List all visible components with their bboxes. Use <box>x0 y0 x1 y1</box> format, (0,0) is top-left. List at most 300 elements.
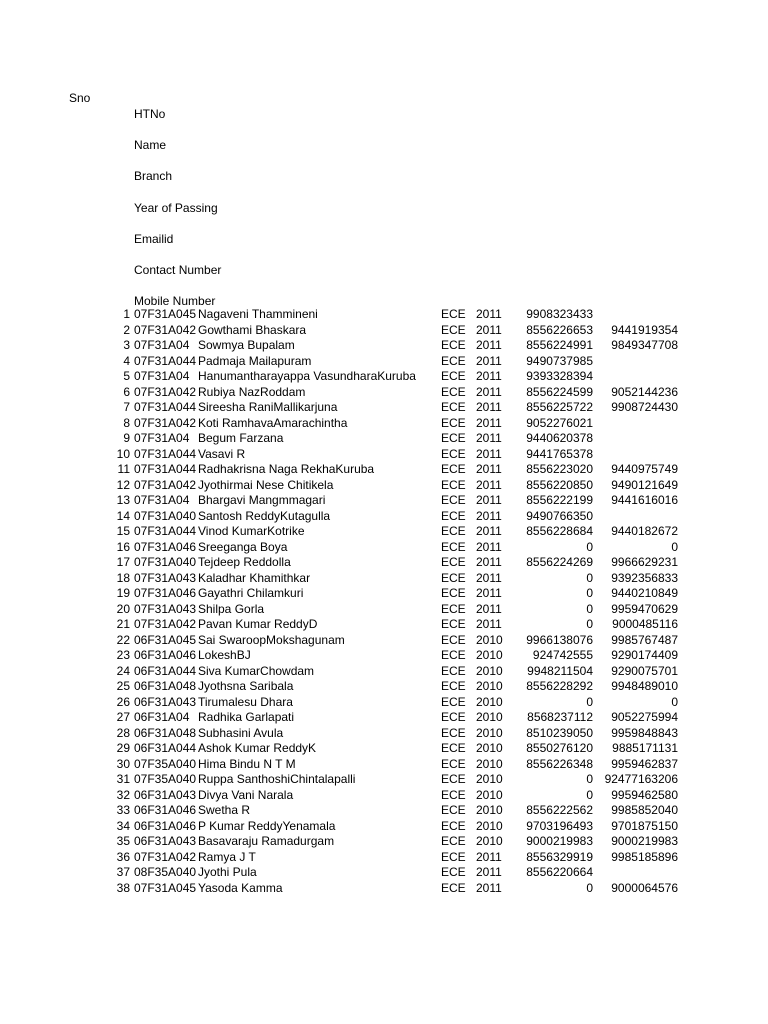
cell-sno: 12 <box>116 477 130 492</box>
cell-sno: 20 <box>116 601 130 616</box>
header-name: Name <box>134 138 167 153</box>
cell-year: 2011 <box>476 524 502 538</box>
cell-htno: 07F31A043 <box>134 601 196 616</box>
cell-name: Gowthami Bhaskara <box>198 322 307 337</box>
table-row <box>0 524 768 540</box>
cell-branch: ECE <box>441 586 466 600</box>
cell-year: 2010 <box>476 632 503 647</box>
cell-name: Koti RamhavaAmarachintha <box>198 415 348 430</box>
cell-htno: 07F31A042 <box>134 477 196 492</box>
cell-htno: 07F35A040 <box>134 756 196 771</box>
cell-mobile: 9908724430 <box>611 400 678 414</box>
cell-htno: 06F31A048 <box>134 725 196 740</box>
cell-name: Radhika Garlapati <box>198 710 295 724</box>
cell-branch: ECE <box>441 663 466 678</box>
cell-branch: ECE <box>441 570 466 585</box>
cell-mobile: 9959462580 <box>611 787 678 802</box>
cell-mobile: 9849347708 <box>611 338 678 352</box>
table-row <box>0 865 768 881</box>
cell-htno: 06F31A046 <box>134 803 196 817</box>
cell-name: Nagaveni Thammineni <box>198 307 318 321</box>
cell-year: 2010 <box>476 710 503 724</box>
cell-htno: 07F31A044 <box>134 524 196 538</box>
cell-mobile: 9440182672 <box>611 524 678 538</box>
header-mobile-number: Mobile Number <box>134 294 216 309</box>
cell-year: 2010 <box>476 694 503 709</box>
cell-name: Siva KumarChowdam <box>198 663 315 678</box>
table-row <box>0 850 768 866</box>
cell-mobile: 9948489010 <box>611 679 678 693</box>
cell-mobile: 9490121649 <box>611 477 678 492</box>
cell-name: Begum Farzana <box>198 431 284 445</box>
cell-htno: 07F31A040 <box>134 508 196 523</box>
cell-htno: 07F31A042 <box>134 415 196 430</box>
cell-sno: 33 <box>116 803 130 817</box>
header-sno: Sno <box>69 91 91 105</box>
cell-htno: 07F31A04 <box>134 369 190 383</box>
cell-branch: ECE <box>441 493 466 507</box>
cell-branch: ECE <box>441 772 466 786</box>
cell-sno: 1 <box>123 307 130 321</box>
header-year-of-passing: Year of Passing <box>134 200 218 215</box>
cell-sno: 17 <box>116 555 130 569</box>
cell-year: 2011 <box>476 384 502 399</box>
table-row <box>0 493 768 509</box>
cell-mobile: 9440210849 <box>611 586 678 600</box>
cell-contact: 8568237112 <box>527 710 593 724</box>
cell-name: Swetha R <box>198 803 251 817</box>
cell-htno: 08F35A040 <box>134 865 196 879</box>
cell-contact: 8556226653 <box>526 322 593 337</box>
header-emailid: Emailid <box>134 231 174 246</box>
cell-htno: 07F31A045 <box>134 880 196 895</box>
cell-name: Pavan Kumar ReddyD <box>198 617 318 631</box>
cell-name: Tejdeep Reddolla <box>198 555 291 569</box>
cell-sno: 37 <box>116 865 130 879</box>
cell-branch: ECE <box>441 431 466 445</box>
cell-year: 2010 <box>476 663 503 678</box>
cell-sno: 13 <box>116 493 130 507</box>
cell-contact: 0 <box>586 694 593 709</box>
table-row <box>0 447 768 463</box>
cell-year: 2011 <box>476 849 502 864</box>
cell-sno: 31 <box>116 772 130 786</box>
cell-branch: ECE <box>441 787 466 802</box>
cell-htno: 07F31A04 <box>134 493 190 507</box>
cell-sno: 18 <box>116 570 130 585</box>
cell-htno: 06F31A043 <box>134 787 196 802</box>
cell-htno: 06F31A048 <box>134 679 196 693</box>
cell-sno: 4 <box>123 353 130 368</box>
cell-sno: 36 <box>116 849 130 864</box>
table-row <box>0 509 768 525</box>
cell-htno: 07F31A044 <box>134 353 196 368</box>
cell-branch: ECE <box>441 849 466 864</box>
cell-year: 2010 <box>476 741 503 755</box>
cell-name: P Kumar ReddyYenamala <box>198 818 336 833</box>
cell-year: 2011 <box>476 446 502 461</box>
table-row <box>0 431 768 447</box>
student-table <box>0 307 768 896</box>
cell-branch: ECE <box>441 648 466 662</box>
cell-sno: 9 <box>123 431 130 445</box>
table-row <box>0 679 768 695</box>
cell-branch: ECE <box>441 338 466 352</box>
cell-htno: 07F31A044 <box>134 446 196 461</box>
cell-contact: 9490737985 <box>526 353 593 368</box>
cell-mobile: 9985852040 <box>611 803 678 817</box>
cell-contact: 8556220850 <box>526 477 593 492</box>
cell-htno: 07F31A046 <box>134 586 196 600</box>
cell-year: 2011 <box>476 570 502 585</box>
cell-branch: ECE <box>441 694 466 709</box>
cell-sno: 19 <box>116 586 130 600</box>
cell-name: Kaladhar Khamithkar <box>198 570 311 585</box>
cell-year: 2011 <box>476 477 502 492</box>
cell-sno: 34 <box>116 818 130 833</box>
cell-sno: 14 <box>116 508 130 523</box>
table-row <box>0 617 768 633</box>
cell-year: 2011 <box>476 586 502 600</box>
cell-name: Basavaraju Ramadurgam <box>198 834 335 848</box>
cell-htno: 07F35A040 <box>134 772 196 786</box>
cell-name: Padmaja Mailapuram <box>198 353 312 368</box>
cell-name: Tirumalesu Dhara <box>198 694 293 709</box>
cell-sno: 25 <box>116 679 130 693</box>
cell-mobile: 9290174409 <box>611 648 678 662</box>
cell-name: Shilpa Gorla <box>198 601 265 616</box>
cell-year: 2011 <box>476 415 502 430</box>
cell-contact: 8556223020 <box>526 462 593 476</box>
cell-sno: 23 <box>116 648 130 662</box>
cell-contact: 0 <box>586 787 593 802</box>
cell-contact: 9966138076 <box>526 632 593 647</box>
cell-year: 2011 <box>476 307 502 321</box>
cell-branch: ECE <box>441 741 466 755</box>
cell-name: Sreeganga Boya <box>198 539 288 554</box>
cell-htno: 07F31A04 <box>134 338 190 352</box>
cell-name: LokeshBJ <box>198 648 251 662</box>
cell-htno: 07F31A042 <box>134 384 196 399</box>
cell-mobile: 9000219983 <box>611 834 678 848</box>
cell-year: 2010 <box>476 803 503 817</box>
cell-sno: 28 <box>116 725 130 740</box>
cell-contact: 8510239050 <box>526 725 593 740</box>
cell-year: 2010 <box>476 679 503 693</box>
cell-branch: ECE <box>441 880 466 895</box>
cell-year: 2011 <box>476 508 502 523</box>
table-row <box>0 757 768 773</box>
cell-htno: 06F31A046 <box>134 818 196 833</box>
table-row <box>0 555 768 571</box>
cell-branch: ECE <box>441 353 466 368</box>
cell-htno: 07F31A04 <box>134 431 190 445</box>
cell-mobile: 9441919354 <box>611 322 678 337</box>
cell-contact: 9490766350 <box>526 508 593 523</box>
cell-contact: 8556226348 <box>526 756 593 771</box>
cell-contact: 8556329919 <box>526 849 593 864</box>
cell-year: 2010 <box>476 818 503 833</box>
cell-sno: 32 <box>116 787 130 802</box>
cell-mobile: 9985185896 <box>611 849 678 864</box>
cell-name: Vinod KumarKotrike <box>198 524 305 538</box>
table-row <box>0 602 768 618</box>
cell-year: 2010 <box>476 772 503 786</box>
cell-name: Jyothsna Saribala <box>198 679 294 693</box>
cell-name: Sireesha RaniMallikarjuna <box>198 400 338 414</box>
cell-branch: ECE <box>441 725 466 740</box>
cell-year: 2010 <box>476 756 503 771</box>
table-row <box>0 323 768 339</box>
cell-name: Ruppa SanthoshiChintalapalli <box>198 772 356 786</box>
cell-sno: 22 <box>116 632 130 647</box>
cell-year: 2011 <box>476 539 502 554</box>
cell-year: 2011 <box>476 555 502 569</box>
cell-contact: 9441765378 <box>526 446 593 461</box>
cell-contact: 0 <box>586 570 593 585</box>
cell-htno: 07F31A043 <box>134 570 196 585</box>
cell-branch: ECE <box>441 834 466 848</box>
cell-year: 2011 <box>476 462 502 476</box>
cell-htno: 06F31A043 <box>134 694 196 709</box>
cell-sno: 2 <box>123 322 130 337</box>
cell-contact: 8556228292 <box>526 679 593 693</box>
cell-year: 2010 <box>476 648 503 662</box>
cell-name: Jyothi Pula <box>198 865 257 879</box>
cell-contact: 9393328394 <box>526 369 593 383</box>
cell-sno: 30 <box>116 756 130 771</box>
cell-branch: ECE <box>441 400 466 414</box>
cell-mobile: 9959848843 <box>611 725 678 740</box>
cell-name: Divya Vani Narala <box>198 787 294 802</box>
cell-mobile: 0 <box>671 694 678 709</box>
cell-branch: ECE <box>441 803 466 817</box>
table-row <box>0 540 768 556</box>
cell-contact: 8556222199 <box>526 493 593 507</box>
cell-year: 2011 <box>476 400 502 414</box>
cell-sno: 3 <box>123 338 130 352</box>
cell-branch: ECE <box>441 462 466 476</box>
cell-contact: 924742555 <box>532 648 593 662</box>
table-row <box>0 400 768 416</box>
cell-htno: 07F31A042 <box>134 322 196 337</box>
cell-contact: 8556224269 <box>526 555 593 569</box>
header-contact-number: Contact Number <box>134 262 222 277</box>
cell-htno: 06F31A044 <box>134 741 196 755</box>
cell-name: Sowmya Bupalam <box>198 338 295 352</box>
cell-htno: 07F31A042 <box>134 617 196 631</box>
cell-name: Yasoda Kamma <box>198 880 283 895</box>
cell-year: 2011 <box>476 431 502 445</box>
cell-branch: ECE <box>441 617 466 631</box>
table-row <box>0 772 768 788</box>
cell-branch: ECE <box>441 756 466 771</box>
cell-contact: 8556225722 <box>526 400 593 414</box>
table-row <box>0 385 768 401</box>
cell-mobile: 9440975749 <box>611 462 678 476</box>
cell-contact: 8550276120 <box>526 741 593 755</box>
table-row <box>0 695 768 711</box>
cell-contact: 0 <box>586 586 593 600</box>
cell-name: Bhargavi Mangmmagari <box>198 493 326 507</box>
table-row <box>0 571 768 587</box>
cell-sno: 27 <box>116 710 130 724</box>
cell-year: 2010 <box>476 834 503 848</box>
cell-mobile: 9290075701 <box>611 663 678 678</box>
cell-year: 2011 <box>476 338 502 352</box>
table-row <box>0 633 768 649</box>
cell-contact: 0 <box>586 880 593 895</box>
table-row <box>0 648 768 664</box>
cell-sno: 26 <box>116 694 130 709</box>
cell-htno: 07F31A044 <box>134 462 196 476</box>
cell-branch: ECE <box>441 369 466 383</box>
cell-branch: ECE <box>441 539 466 554</box>
cell-branch: ECE <box>441 632 466 647</box>
cell-sno: 15 <box>116 524 130 538</box>
cell-name: Ashok Kumar ReddyK <box>198 741 317 755</box>
cell-htno: 06F31A043 <box>134 834 196 848</box>
cell-mobile: 9052144236 <box>611 384 678 399</box>
cell-year: 2010 <box>476 787 503 802</box>
table-row <box>0 726 768 742</box>
cell-year: 2011 <box>476 880 502 895</box>
table-row <box>0 819 768 835</box>
cell-name: Vasavi R <box>198 446 246 461</box>
cell-htno: 07F31A045 <box>134 307 196 321</box>
table-row <box>0 478 768 494</box>
table-row <box>0 354 768 370</box>
cell-contact: 9052276021 <box>526 415 593 430</box>
table-row <box>0 803 768 819</box>
cell-branch: ECE <box>441 415 466 430</box>
cell-htno: 07F31A042 <box>134 849 196 864</box>
cell-branch: ECE <box>441 322 466 337</box>
cell-sno: 7 <box>123 400 130 414</box>
cell-branch: ECE <box>441 446 466 461</box>
cell-sno: 24 <box>116 663 130 678</box>
cell-name: Santosh ReddyKutagulla <box>198 508 331 523</box>
cell-sno: 38 <box>116 880 130 895</box>
cell-contact: 8556222562 <box>526 803 593 817</box>
header-stack <box>134 107 221 325</box>
cell-mobile: 9959462837 <box>611 756 678 771</box>
cell-mobile: 9000064576 <box>611 880 678 895</box>
cell-year: 2011 <box>476 865 502 879</box>
table-row <box>0 369 768 385</box>
cell-sno: 11 <box>117 462 130 476</box>
cell-name: Ramya J T <box>198 849 256 864</box>
cell-name: Sai SwaroopMokshagunam <box>198 632 345 647</box>
cell-mobile: 0 <box>671 539 678 554</box>
table-row <box>0 834 768 850</box>
cell-contact: 8556224991 <box>526 338 593 352</box>
cell-sno: 10 <box>116 446 130 461</box>
table-row <box>0 710 768 726</box>
cell-name: Radhakrisna Naga RekhaKuruba <box>198 462 375 476</box>
cell-year: 2011 <box>476 322 502 337</box>
cell-mobile: 9701875150 <box>611 818 678 833</box>
cell-sno: 29 <box>116 741 130 755</box>
cell-branch: ECE <box>441 384 466 399</box>
cell-year: 2010 <box>476 725 503 740</box>
cell-year: 2011 <box>476 617 502 631</box>
cell-htno: 06F31A045 <box>134 632 196 647</box>
cell-year: 2011 <box>476 369 502 383</box>
cell-sno: 5 <box>123 369 130 383</box>
cell-mobile: 9000485116 <box>612 617 678 631</box>
cell-name: Hanumantharayappa VasundharaKuruba <box>198 369 416 383</box>
cell-sno: 21 <box>116 617 130 631</box>
cell-contact: 8556220664 <box>526 865 593 879</box>
cell-branch: ECE <box>441 524 466 538</box>
cell-name: Jyothirmai Nese Chitikela <box>198 477 334 492</box>
cell-contact: 9948211504 <box>527 663 593 678</box>
cell-branch: ECE <box>441 710 466 724</box>
table-row <box>0 664 768 680</box>
cell-contact: 8556228684 <box>526 524 593 538</box>
table-row <box>0 881 768 897</box>
table-row <box>0 338 768 354</box>
cell-mobile: 92477163206 <box>604 772 678 786</box>
cell-mobile: 9441616016 <box>611 493 678 507</box>
cell-mobile: 9966629231 <box>611 555 678 569</box>
cell-sno: 8 <box>123 415 130 430</box>
cell-year: 2011 <box>476 353 502 368</box>
cell-mobile: 9959470629 <box>611 601 678 616</box>
cell-htno: 07F31A044 <box>134 400 196 414</box>
cell-name: Hima Bindu N T M <box>198 756 296 771</box>
table-row <box>0 416 768 432</box>
cell-mobile: 9885171131 <box>612 741 678 755</box>
table-row <box>0 307 768 323</box>
cell-htno: 07F31A040 <box>134 555 196 569</box>
cell-mobile: 9985767487 <box>611 632 678 647</box>
cell-contact: 0 <box>586 617 593 631</box>
cell-htno: 07F31A046 <box>134 539 196 554</box>
cell-htno: 06F31A044 <box>134 663 196 678</box>
cell-contact: 9703196493 <box>526 818 593 833</box>
cell-branch: ECE <box>441 818 466 833</box>
table-row <box>0 586 768 602</box>
cell-year: 2011 <box>476 601 502 616</box>
header-htno: HTNo <box>134 107 166 121</box>
table-row <box>0 788 768 804</box>
cell-sno: 16 <box>116 539 130 554</box>
header-branch: Branch <box>134 169 173 184</box>
cell-htno: 06F31A046 <box>134 648 196 662</box>
cell-contact: 9440620378 <box>526 431 593 445</box>
cell-mobile: 9052275994 <box>611 710 678 724</box>
table-row <box>0 462 768 478</box>
cell-contact: 0 <box>586 539 593 554</box>
cell-contact: 0 <box>586 601 593 616</box>
cell-year: 2011 <box>476 493 502 507</box>
cell-branch: ECE <box>441 679 466 693</box>
cell-branch: ECE <box>441 555 466 569</box>
cell-sno: 35 <box>116 834 130 848</box>
cell-mobile: 9392356833 <box>611 570 678 585</box>
cell-name: Subhasini Avula <box>198 725 284 740</box>
cell-contact: 9908323433 <box>526 307 593 321</box>
cell-contact: 9000219983 <box>526 834 593 848</box>
cell-name: Rubiya NazRoddam <box>198 384 306 399</box>
cell-branch: ECE <box>441 865 466 879</box>
cell-contact: 0 <box>586 772 593 786</box>
cell-branch: ECE <box>441 601 466 616</box>
cell-contact: 8556224599 <box>526 384 593 399</box>
cell-name: Gayathri Chilamkuri <box>198 586 304 600</box>
